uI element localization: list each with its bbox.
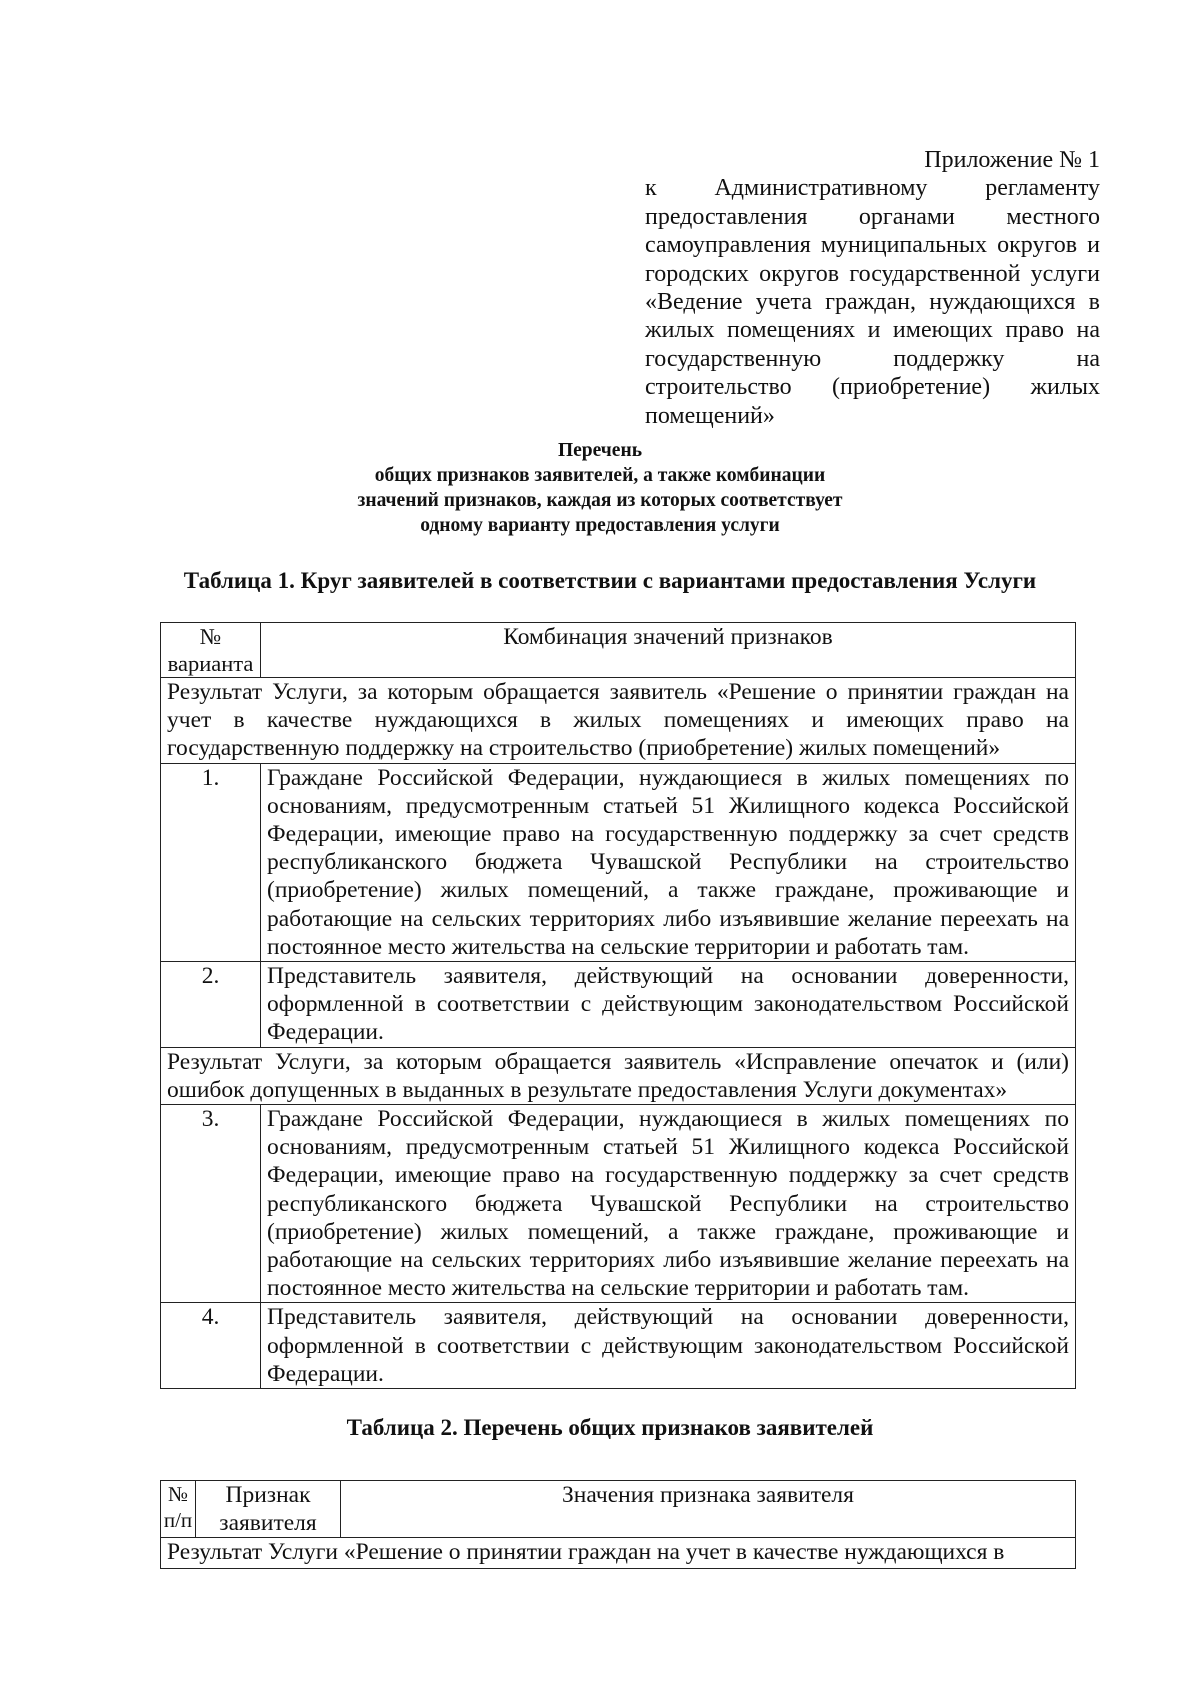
section-result-1: Результат Услуги «Решение о принятии граждан на учет в качестве нуждающихся в (161, 1538, 1076, 1569)
section-result-1: Результат Услуги, за которым обращается заявитель «Решение о принятии граждан на учет в качестве нуждающихся в жилых помещениях и имеющих право на государственную поддержку на строительство (приобретение) жилых помещений» (161, 678, 1076, 764)
table-header-row (161, 623, 1076, 678)
table-row (161, 763, 1076, 961)
section-result-2: Результат Услуги, за которым обращается заявитель «Исправление опечаток и (или) ошибок допущенных в выданных в результате предоставления Услуги документах» (161, 1047, 1076, 1104)
row-number: 1. (161, 763, 261, 961)
document-heading (300, 438, 900, 538)
applicants-variants-table (160, 622, 1076, 1389)
heading-line-3: значений признаков, каждая из которых соответствует (357, 490, 843, 511)
heading-line-4: одному варианту предоставления услуги (420, 515, 780, 536)
header-combination: Комбинация значений признаков (261, 623, 1076, 678)
heading-line-1: Перечень (557, 440, 643, 461)
row-text: Граждане Российской Федерации, нуждающиеся в жилых помещениях по основаниям, предусмотренным статьей 51 Жилищного кодекса Российской Федерации, имеющие право на государственную поддержку за счет средств республиканского бюджета Чувашской Республики на строительство (приобретение) жилых помещений, а также граждане, проживающие и работающие на сельских территориях либо изъявившие желание переехать на постоянное место жительства на сельские территории и работать там. (261, 1105, 1076, 1303)
header-row-number: № п/п (161, 1481, 196, 1538)
section-row (161, 1047, 1076, 1104)
appendix-block (645, 146, 1100, 430)
section-row (161, 678, 1076, 764)
table2-caption: Таблица 2. Перечень общих признаков заявителей (346, 1415, 874, 1440)
row-number: 3. (161, 1105, 261, 1303)
row-text: Представитель заявителя, действующий на основании доверенности, оформленной в соответствии с действующим законодательством Российской Федерации. (261, 962, 1076, 1048)
table1-caption: Таблица 1. Круг заявителей в соответствии с вариантами предоставления Услуги (183, 568, 1037, 593)
header-attribute: Признак заявителя (196, 1481, 341, 1538)
appendix-number: Приложение № 1 (924, 147, 1100, 173)
heading-line-2: общих признаков заявителей, а также комбинации (374, 465, 826, 486)
row-text: Представитель заявителя, действующий на основании доверенности, оформленной в соответствии с действующим законодательством Российской Федерации. (261, 1303, 1076, 1389)
table-row (161, 962, 1076, 1048)
table-row (161, 1303, 1076, 1389)
row-number: 4. (161, 1303, 261, 1389)
table-row (161, 1105, 1076, 1303)
table-header-row (161, 1481, 1076, 1538)
appendix-text: к Административному регламенту предоставления органами местного самоуправления муниципальных округов и городских округов государственной услуги «Ведение учета граждан, нуждающихся в жилых помещениях и имеющих право на государственную поддержку на строительство (приобретение) жилых помещений» (645, 175, 1100, 429)
header-attribute-values: Значения признака заявителя (341, 1481, 1076, 1538)
applicant-attributes-table (160, 1480, 1076, 1569)
row-text: Граждане Российской Федерации, нуждающиеся в жилых помещениях по основаниям, предусмотренным статьей 51 Жилищного кодекса Российской Федерации, имеющие право на государственную поддержку за счет средств республиканского бюджета Чувашской Республики на строительство (приобретение) жилых помещений, а также граждане, проживающие и работающие на сельских территориях либо изъявившие желание переехать на постоянное место жительства на сельские территории и работать там. (261, 763, 1076, 961)
row-number: 2. (161, 962, 261, 1048)
section-row (161, 1538, 1076, 1569)
header-variant-number: № варианта (161, 623, 261, 678)
